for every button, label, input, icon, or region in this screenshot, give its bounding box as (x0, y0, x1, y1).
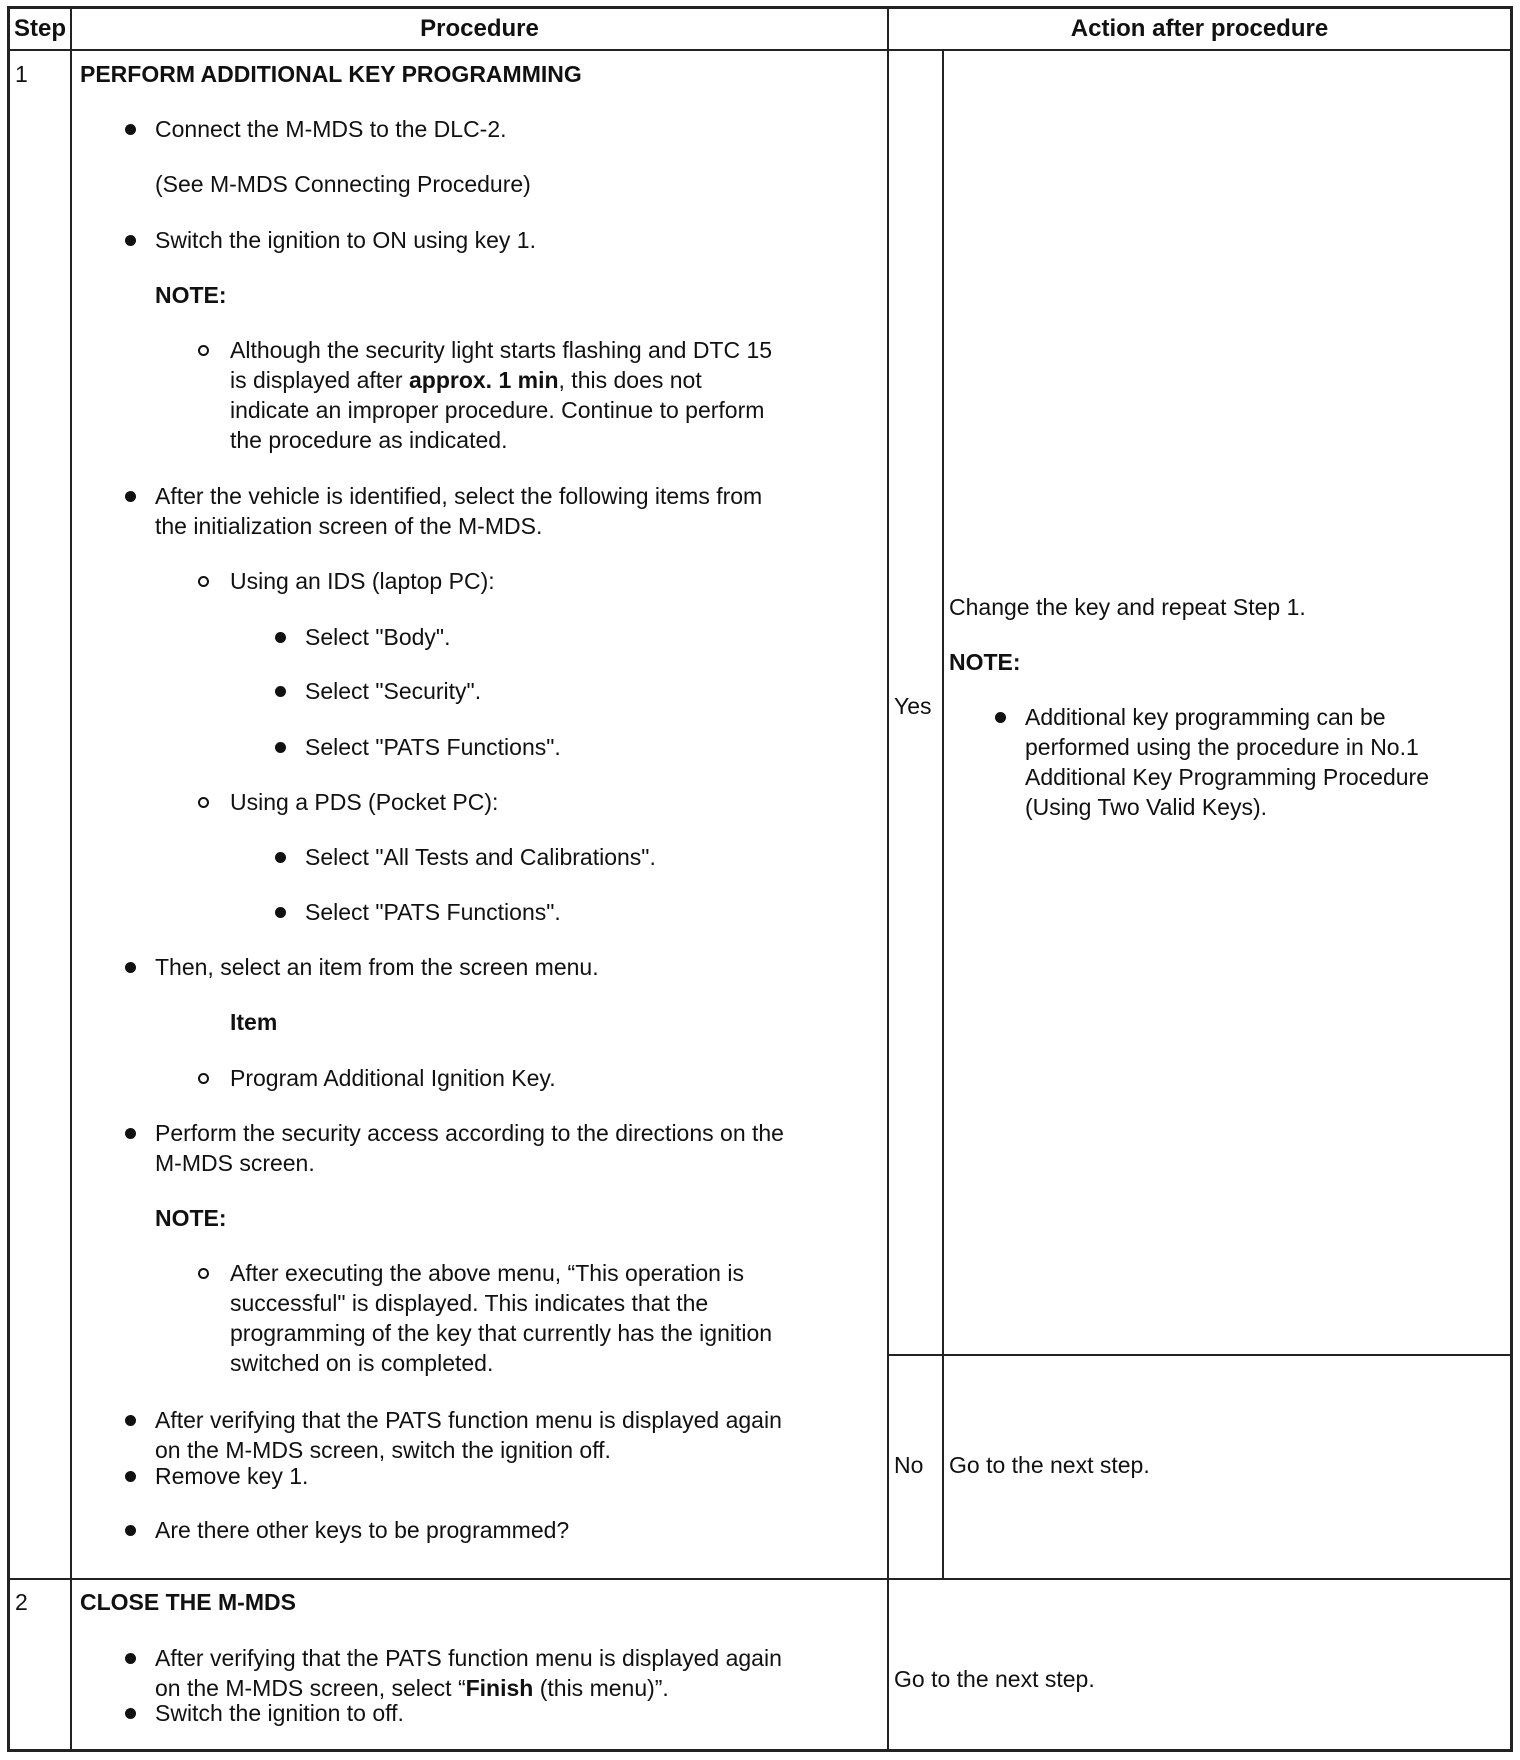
ids-item: Select "PATS Functions". (305, 734, 561, 760)
note-label: NOTE: (155, 1205, 227, 1231)
step1-switch-on: Switch the ignition to ON using key 1. (155, 227, 536, 253)
bullet-icon (275, 852, 286, 863)
bullet-icon (995, 712, 1006, 723)
col-divider-step (70, 9, 72, 1749)
question: Are there other keys to be programmed? (155, 1517, 570, 1543)
verify-line-b: on the M-MDS screen, switch the ignition off. (155, 1437, 611, 1463)
header-action: Action after procedure (1070, 15, 1329, 42)
note1-line-d: the procedure as indicated. (230, 427, 508, 453)
bullet-icon (125, 1128, 136, 1139)
step2-verify-line-b: on the M-MDS screen, select “Finish (this menu)”. (155, 1675, 669, 1701)
step1-see-reference: (See M-MDS Connecting Procedure) (155, 171, 531, 197)
step2-switch-off: Switch the ignition to off. (155, 1700, 404, 1726)
verify-line-a: After verifying that the PATS function menu is displayed again (155, 1407, 782, 1433)
yes-note-line-d: (Using Two Valid Keys). (1025, 794, 1268, 820)
bullet-icon (125, 491, 136, 502)
header-divider (10, 49, 1510, 51)
note1-line-c: indicate an improper procedure. Continue to perform (230, 397, 765, 423)
note1-line-b: is displayed after approx. 1 min, this does not (230, 367, 702, 393)
item-label: Item (230, 1009, 278, 1035)
yes-action: Change the key and repeat Step 1. (949, 594, 1306, 620)
pds-item: Select "All Tests and Calibrations". (305, 844, 656, 870)
note-label: NOTE: (949, 649, 1021, 675)
ids-item: Select "Body". (305, 624, 451, 650)
header-procedure: Procedure (420, 15, 539, 42)
bullet-icon (275, 632, 286, 643)
bullet-icon (125, 1471, 136, 1482)
yes-note-line-a: Additional key programming can be (1025, 704, 1386, 730)
step1-connect: Connect the M-MDS to the DLC-2. (155, 116, 507, 142)
bullet-icon (275, 907, 286, 918)
after-identified-line-b: the initialization screen of the M-MDS. (155, 513, 543, 539)
note2-line-d: switched on is completed. (230, 1350, 494, 1376)
bullet-icon (125, 1525, 136, 1536)
sub-bullet-icon (198, 576, 209, 587)
bullet-icon (125, 124, 136, 135)
step-number-1: 1 (15, 61, 28, 87)
bullet-icon (125, 1653, 136, 1664)
yes-note-line-c: Additional Key Programming Procedure (1025, 764, 1429, 790)
note2-line-a: After executing the above menu, “This operation is (230, 1260, 744, 1286)
yes-no-divider (887, 1354, 1510, 1356)
sub-bullet-icon (198, 345, 209, 356)
program-item: Program Additional Ignition Key. (230, 1065, 556, 1091)
step2-action: Go to the next step. (894, 1666, 1095, 1692)
step2-verify-line-a: After verifying that the PATS function menu is displayed again (155, 1645, 782, 1671)
pds-label: Using a PDS (Pocket PC): (230, 789, 499, 815)
col-divider-procedure (887, 9, 889, 1749)
step-number-2: 2 (15, 1589, 28, 1615)
after-identified-line-a: After the vehicle is identified, select the following items from (155, 483, 763, 509)
no-action: Go to the next step. (949, 1452, 1150, 1478)
bullet-icon (125, 1415, 136, 1426)
note-label: NOTE: (155, 282, 227, 308)
header-step: Step (13, 15, 66, 42)
note2-line-b: successful" is displayed. This indicates that the (230, 1290, 709, 1316)
ids-item: Select "Security". (305, 678, 482, 704)
answer-no: No (894, 1452, 924, 1478)
step-divider (10, 1578, 1510, 1580)
remove-key: Remove key 1. (155, 1463, 309, 1489)
answer-yes: Yes (894, 693, 932, 719)
bullet-icon (275, 742, 286, 753)
bullet-icon (125, 962, 136, 973)
step1-title: PERFORM ADDITIONAL KEY PROGRAMMING (80, 61, 582, 87)
yes-note-line-b: performed using the procedure in No.1 (1025, 734, 1419, 760)
sub-bullet-icon (198, 797, 209, 808)
then-select: Then, select an item from the screen menu. (155, 954, 599, 980)
bullet-icon (125, 1708, 136, 1719)
procedure-table (7, 6, 1513, 1752)
pds-item: Select "PATS Functions". (305, 899, 561, 925)
note2-line-c: programming of the key that currently has the ignition (230, 1320, 773, 1346)
security-line-a: Perform the security access according to the directions on the (155, 1120, 784, 1146)
step2-title: CLOSE THE M-MDS (80, 1589, 296, 1615)
security-line-b: M-MDS screen. (155, 1150, 315, 1176)
bullet-icon (125, 235, 136, 246)
sub-bullet-icon (198, 1268, 209, 1279)
note1-line-a: Although the security light starts flashing and DTC 15 (230, 337, 773, 363)
ids-label: Using an IDS (laptop PC): (230, 568, 495, 594)
bullet-icon (275, 686, 286, 697)
sub-bullet-icon (198, 1073, 209, 1084)
col-divider-yes-no (942, 51, 944, 1578)
